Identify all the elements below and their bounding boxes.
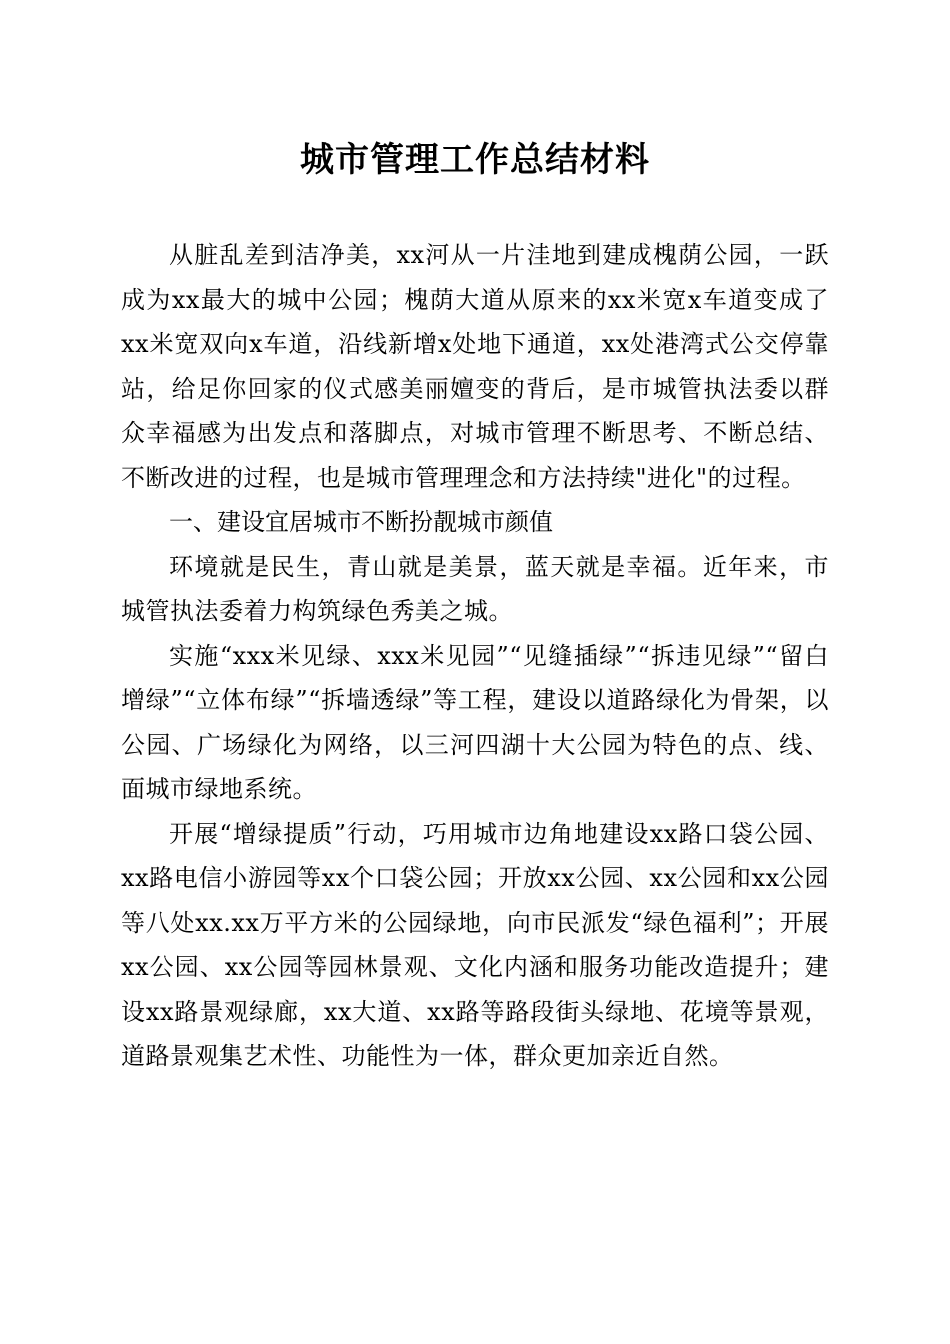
- intro-paragraph: 从脏乱差到洁净美，xx河从一片洼地到建成槐荫公园，一跃成为xx最大的城中公园；槐荫大道从原来的xx米宽x车道变成了xx米宽双向x车道，沿线新增x处地下通道，xx处港湾式公交停靠站，给足你回家的仪式感美丽嬗变的背后，是市城管执法委以群众幸福感为出发点和落脚点，对城市管理不断思考、不断总结、不断改进的过程，也是城市管理理念和方法持续"进化"的过程。: [121, 241, 829, 492]
- section-heading: 一、建设宜居城市不断扮靓城市颜值: [169, 508, 553, 536]
- document-title: 城市管理工作总结材料: [300, 140, 650, 180]
- section-paragraph: 环境就是民生，青山就是美景，蓝天就是幸福。近年来，市城管执法委着力构筑绿色秀美之城。: [121, 552, 829, 625]
- section-paragraph: 实施“xxx米见绿、xxx米见园”“见缝插绿”“拆违见绿”“留白增绿”“立体布绿”“拆墙透绿”等工程，建设以道路绿化为骨架，以公园、广场绿化为网络，以三河四湖十大公园为特色的点、线、面城市绿地系统。: [121, 641, 829, 803]
- section-paragraph: 开展“增绿提质”行动，巧用城市边角地建设xx路口袋公园、xx路电信小游园等xx个口袋公园；开放xx公园、xx公园和xx公园等八处xx.xx万平方米的公园绿地，向市民派发“绿色福利”；开展xx公园、xx公园等园林景观、文化内涵和服务功能改造提升；建设xx路景观绿廊，xx大道、xx路等路段街头绿地、花境等景观，道路景观集艺术性、功能性为一体，群众更加亲近自然。: [121, 819, 829, 1070]
- document-body: [121, 233, 829, 1079]
